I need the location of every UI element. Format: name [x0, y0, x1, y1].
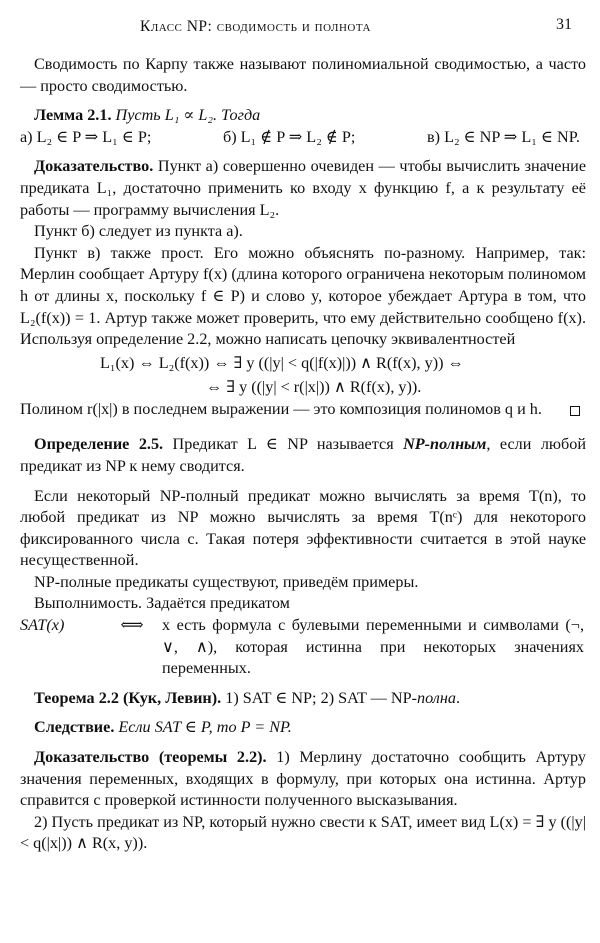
theorem-proof-1-text: 1) Мерлину достаточно сообщить Артуру значения переменных, входящих в формулу, при которых она истинна. Артур справится с проверкой истинности полученного высказывания.	[20, 748, 586, 810]
iff-arrow: ⟺	[120, 616, 144, 635]
theorem-proof-part-2: 2) Пусть предикат из NP, который нужно свести к SAT, имеет вид L(x) = ∃ y ((|y| < q(|x|)) ∧ R(x, y)).	[20, 812, 586, 853]
definition-title: Определение 2.5.	[34, 435, 164, 454]
lemma-statement	[20, 105, 586, 127]
definition-text: Предикат L ∈ NP называется	[163, 435, 404, 454]
definition-term: NP-полным	[403, 435, 487, 454]
proof-title: Доказательство.	[34, 157, 154, 176]
theorem-proof-part-1	[20, 747, 586, 812]
lemma-title: Лемма 2.1.	[34, 106, 112, 125]
proof-part-a	[20, 156, 586, 221]
equivalence-chain-line-2: ⇔ ∃ y ((|y| < r(|x|)) ∧ R(f(x), y)).	[206, 377, 422, 396]
sat-rhs: x есть формула с булевыми переменными и символами (¬, ∨, ∧), которая истинна при некоторых значениях переменных.	[162, 616, 584, 678]
theorem-end: .	[455, 688, 460, 707]
page-header	[20, 10, 586, 54]
lemma-case-b: б) L₁ ∉ P ⇒ L₂ ∉ P;	[222, 127, 356, 146]
definition-2-5	[20, 434, 586, 477]
polynomial-note: Полином r(|x|) в последнем выражении — это композиция полиномов q и h.	[20, 399, 542, 418]
theorem-part-2: 2) SAT — NP-	[316, 688, 417, 707]
np-complete-exist-paragraph: NP-полные предикаты существуют, приведём примеры.	[34, 572, 419, 591]
theorem-2-2	[20, 688, 586, 710]
lemma-case-a: а) L₂ ∈ P ⇒ L₁ ∈ P;	[20, 127, 152, 146]
proof-a-text: Пункт а) совершенно очевиден — чтобы вычислить значение предиката L₁, достаточно применить ко входу x функцию f, а к результату её работы — программу вычисления L₂.	[20, 157, 586, 219]
theorem-proof-title: Доказательство (теоремы 2.2).	[34, 748, 267, 767]
polynomial-note-block	[20, 399, 586, 421]
sat-definition	[20, 615, 586, 680]
corollary-text: Если SAT ∈ P, то P = NP.	[114, 718, 292, 737]
corollary	[20, 717, 586, 739]
lemma-case-c: в) L₂ ∈ NP ⇒ L₁ ∈ NP.	[426, 127, 580, 146]
theorem-term: полна	[416, 688, 456, 707]
sat-lhs: SAT(x)	[20, 616, 65, 635]
karp-reduction-paragraph: Сводимость по Карпу также называют полиномиальной сводимостью, а часто — просто сводимостью.	[20, 55, 586, 95]
np-complete-time-paragraph: Если некоторый NP-полный предикат можно вычислять за время T(n), то любой предикат из NP можно вычислять за время T(nᶜ) для некоторого фиксированного числа c. Такая потеря эффективности считается в этой науке несущественной.	[20, 486, 586, 570]
theorem-title: Теорема 2.2 (Кук, Левин).	[34, 688, 222, 707]
page-number: 31	[556, 16, 572, 33]
equivalence-chain-line-1: L₁(x) ⇔ L₂(f(x)) ⇔ ∃ y ((|y| < q(|f(x)|)) ∧ R(f(x), y)) ⇔	[100, 353, 464, 372]
proof-part-b: Пункт б) следует из пункта а).	[34, 222, 243, 241]
running-head: Класс NP: сводимость и полнота	[140, 18, 371, 35]
lemma-text: Пусть L₁ ∝ L₂. Тогда	[115, 106, 261, 125]
sat-intro: Выполнимость. Задаётся предикатом	[34, 594, 290, 613]
theorem-part-1: 1) SAT ∈ NP;	[221, 688, 317, 707]
qed-icon	[570, 406, 580, 416]
proof-part-c: Пункт в) также прост. Его можно объяснять по-разному. Например, так: Мерлин сообщает Артуру f(x) (длина которого ограничена некоторым полиномом h от длины x, поскольку f ∈ P) и слово y, которое убеждает Артура в том, что L₂(f(x)) = 1. Артур также может проверить, что ему действительно сообщено f(x). Используя определение 2.2, можно написать цепочку эквивалентностей	[20, 243, 586, 349]
definition-text-end: , если любой предикат из NP к нему сводится.	[20, 435, 586, 475]
corollary-title: Следствие.	[34, 718, 115, 737]
lemma-cases	[20, 127, 586, 149]
